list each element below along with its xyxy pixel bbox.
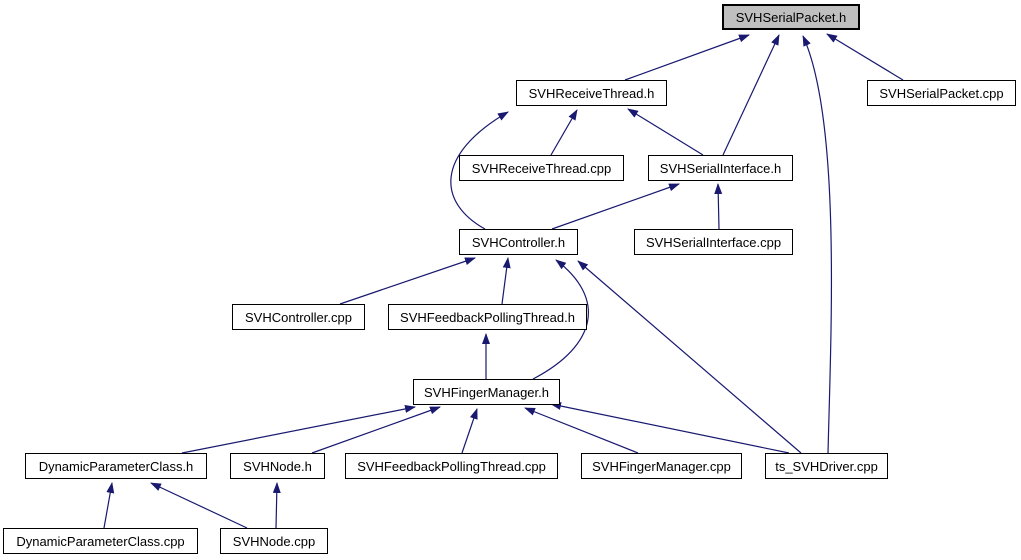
node-svhfeedbackpollingthread-h[interactable]: SVHFeedbackPollingThread.h bbox=[388, 304, 587, 330]
edge-ts-svhdriver-cpp-to-svhcontroller-h bbox=[578, 261, 801, 453]
node-dynamicparameterclass-cpp[interactable]: DynamicParameterClass.cpp bbox=[3, 528, 198, 554]
node-ts-svhdriver-cpp[interactable]: ts_SVHDriver.cpp bbox=[765, 453, 888, 479]
node-svhserialinterface-cpp[interactable]: SVHSerialInterface.cpp bbox=[634, 229, 793, 255]
node-svhnode-cpp[interactable]: SVHNode.cpp bbox=[220, 528, 328, 554]
edge-svhserialinterface-cpp-to-svhserialinterface-h bbox=[718, 184, 719, 229]
edge-svhnode-h-to-svhfingermanager-h bbox=[312, 407, 440, 453]
edge-dynamicparameterclass-h-to-svhfingermanager-h bbox=[182, 407, 415, 453]
node-svhfingermanager-h[interactable]: SVHFingerManager.h bbox=[413, 379, 560, 405]
node-svhserialpacket-cpp[interactable]: SVHSerialPacket.cpp bbox=[867, 80, 1016, 106]
node-svhcontroller-h[interactable]: SVHController.h bbox=[459, 229, 578, 255]
edge-svhserialinterface-h-to-svhreceivethread-h bbox=[628, 109, 703, 155]
edge-svhreceivethread-h-to-svhserialpacket-h bbox=[625, 35, 749, 80]
node-svhnode-h[interactable]: SVHNode.h bbox=[230, 453, 325, 479]
node-svhfingermanager-cpp[interactable]: SVHFingerManager.cpp bbox=[581, 453, 742, 479]
edge-svhcontroller-h-to-svhserialinterface-h bbox=[552, 184, 679, 229]
node-svhreceivethread-cpp[interactable]: SVHReceiveThread.cpp bbox=[459, 155, 624, 181]
node-svhcontroller-cpp[interactable]: SVHController.cpp bbox=[232, 304, 365, 330]
edge-svhcontroller-cpp-to-svhcontroller-h bbox=[340, 258, 475, 304]
edge-svhfeedbackpollingthread-h-to-svhcontroller-h bbox=[502, 258, 508, 304]
edge-dynamicparameterclass-cpp-to-dynamicparameterclass-h bbox=[104, 483, 112, 528]
edge-svhnode-cpp-to-svhnode-h bbox=[276, 483, 277, 528]
edge-svhfeedbackpollingthread-cpp-to-svhfingermanager-h bbox=[462, 409, 477, 453]
node-svhserialinterface-h[interactable]: SVHSerialInterface.h bbox=[648, 155, 793, 181]
edge-ts-svhdriver-cpp-to-svhserialpacket-h bbox=[803, 36, 831, 453]
node-svhfeedbackpollingthread-cpp[interactable]: SVHFeedbackPollingThread.cpp bbox=[345, 453, 558, 479]
edge-svhnode-cpp-to-dynamicparameterclass-h bbox=[151, 483, 247, 528]
edge-svhserialinterface-h-to-svhserialpacket-h bbox=[723, 35, 779, 155]
node-svhserialpacket-h[interactable]: SVHSerialPacket.h bbox=[722, 4, 860, 30]
node-svhreceivethread-h[interactable]: SVHReceiveThread.h bbox=[516, 80, 667, 106]
edge-svhreceivethread-cpp-to-svhreceivethread-h bbox=[551, 110, 577, 155]
node-dynamicparameterclass-h[interactable]: DynamicParameterClass.h bbox=[25, 453, 207, 479]
edge-svhfingermanager-cpp-to-svhfingermanager-h bbox=[525, 408, 638, 453]
edge-svhserialpacket-cpp-to-svhserialpacket-h bbox=[827, 34, 903, 80]
